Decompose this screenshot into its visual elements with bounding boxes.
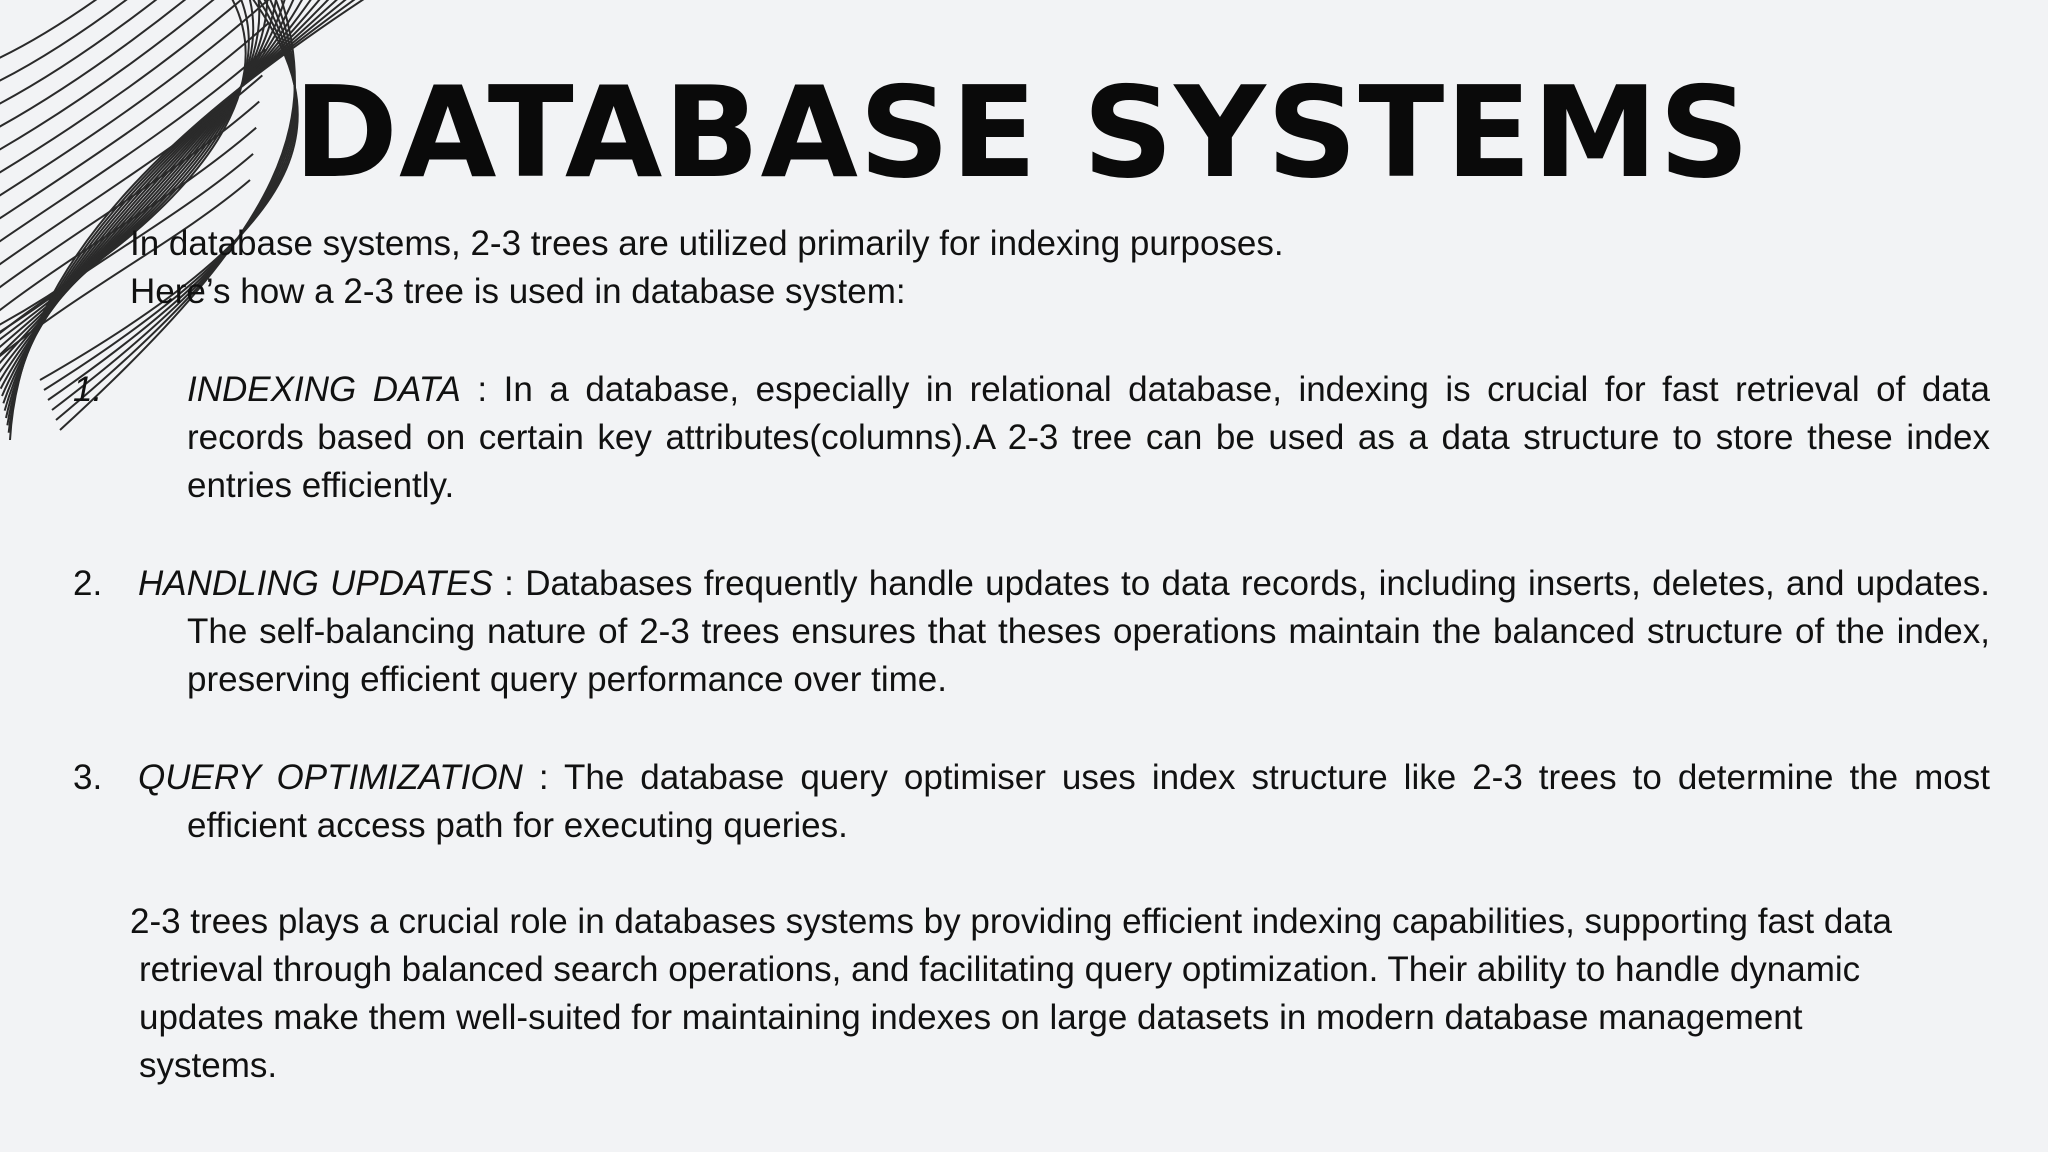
slide-content: [73, 220, 1990, 1090]
list-item-indexing-data: [73, 366, 1990, 510]
list-item-separator: :: [492, 564, 526, 603]
list-item-text: Databases frequently handle updates to data records, including inserts, deletes, and updates. The self-balancing nature of 2-3 trees ensures that theses operations maintain the balanced structure of the index, preserving efficient query performance over time.: [187, 564, 1990, 699]
list-item-number: 1.: [73, 370, 103, 409]
summary-text: 2-3 trees plays a crucial role in databases systems by providing efficient indexing capabilities, supporting fast data retrieval through balanced search operations, and facilitating query optimization. Their ability to handle dynamic updates make them well-suited for maintaining indexes on large datasets in modern database management systems.: [130, 902, 1892, 1085]
summary-paragraph: [130, 898, 1950, 1090]
list-item-text: The database query optimiser uses index structure like 2-3 trees to determine the most efficient access path for executing queries.: [187, 758, 1990, 845]
intro-line-1: In database systems, 2-3 trees are utilized primarily for indexing purposes.: [130, 224, 1284, 263]
list-item-heading: HANDLING UPDATES: [138, 564, 493, 603]
list-item-body: 3. QUERY OPTIMIZATION : The database query optimiser uses index structure like 2-3 trees to determine the most efficient access path for executing queries.: [73, 758, 1990, 845]
page-title: [0, 58, 2048, 208]
intro-paragraph: [130, 220, 1990, 316]
list-item-text: In a database, especially in relational database, indexing is crucial for fast retrieval of data records based on certain key attributes(columns).A 2-3 tree can be used as a data structure to store these index entries efficiently.: [187, 370, 1990, 505]
list-item-handling-updates: [73, 560, 1990, 704]
list-item-separator: :: [522, 758, 564, 797]
page-title-text: DATABASE SYSTEMS: [293, 59, 1751, 206]
list-item-body: [73, 366, 1990, 510]
intro-line-2: Here’s how a 2-3 tree is used in database system:: [130, 272, 906, 311]
list-item-heading: QUERY OPTIMIZATION: [138, 758, 523, 797]
list-item-separator: :: [460, 370, 504, 409]
list-item-query-optimization: [73, 754, 1990, 850]
list-item-heading: INDEXING DATA: [187, 370, 461, 409]
list-item-body: 2. HANDLING UPDATES : Databases frequently handle updates to data records, including inserts, deletes, and updates. The self-balancing nature of 2-3 trees ensures that theses operations maintain the balanced structure of the index, preserving efficient query performance over time.: [73, 564, 1990, 699]
